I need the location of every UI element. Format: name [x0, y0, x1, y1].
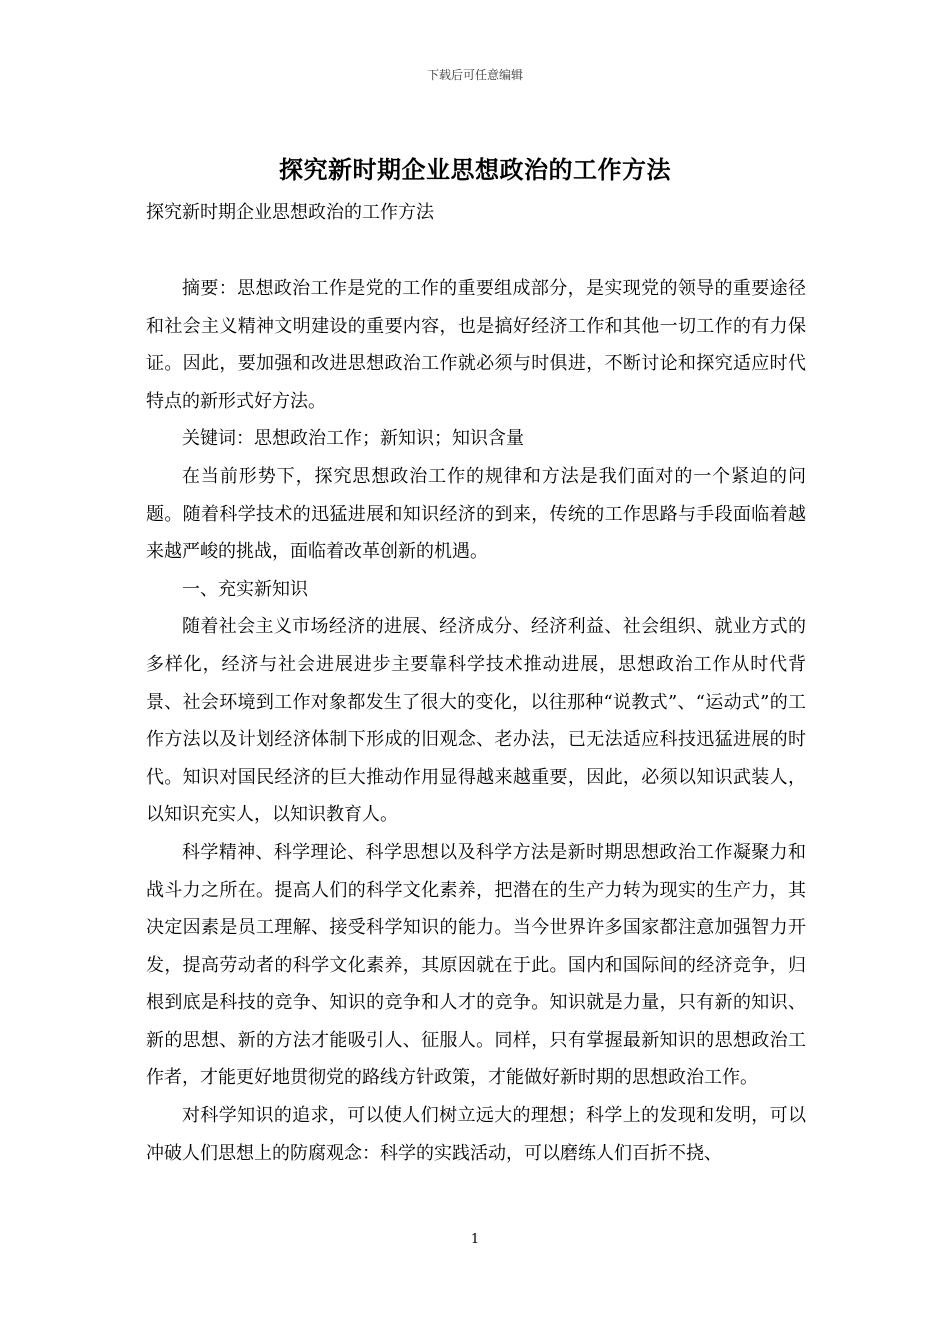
- body-paragraph: 随着社会主义市场经济的进展、经济成分、经济利益、社会组织、就业方式的多样化，经济与社会进展进步主要靠科学技术推动进展，思想政治工作从时代背景、社会环境到工作对象都发生了很大的变化，以往那种“说教式”、“运动式”的工作方法以及计划经济体制下形成的旧观念、老办法，已无法适应科技迅猛进展的时代。知识对国民经济的巨大推动作用显得越来越重要，因此，必须以知识武装人，以知识充实人，以知识教育人。: [146, 616, 806, 826]
- body-paragraph: 科学精神、科学理论、科学思想以及科学方法是新时期思想政治工作凝聚力和战斗力之所在。提高人们的科学文化素养，把潜在的生产力转为现实的生产力，其决定因素是员工理解、接受科学知识的能力。当今世界许多国家都注意加强智力开发，提高劳动者的科学文化素养，其原因就在于此。国内和国际间的经济竞争，归根到底是科技的竞争、知识的竞争和人才的竞争。知识就是力量，只有新的知识、新的思想、新的方法才能吸引人、征服人。同样，只有掌握最新知识的思想政治工作者，才能更好地贯彻党的路线方针政策，才能做好新时期的思想政治工作。: [146, 841, 806, 1089]
- page-header-note: 下载后可任意编辑: [426, 68, 523, 82]
- document-subtitle: 探究新时期企业思想政治的工作方法: [146, 202, 434, 223]
- page-number: 1: [470, 1232, 480, 1247]
- section-heading: 一、充实新知识: [182, 578, 308, 600]
- document-title: 探究新时期企业思想政治的工作方法: [279, 155, 671, 184]
- abstract-paragraph: 摘要：思想政治工作是党的工作的重要组成部分，是实现党的领导的重要途径和社会主义精神文明建设的重要内容，也是搞好经济工作和其他一切工作的有力保证。因此，要加强和改进思想政治工作就必须与时俱进，不断讨论和探究适应时代特点的新形式好方法。: [146, 278, 806, 412]
- keywords-paragraph: 关键词：思想政治工作；新知识；知识含量: [182, 428, 524, 450]
- document-body: [146, 270, 806, 1172]
- body-paragraph: 对科学知识的追求，可以使人们树立远大的理想；科学上的发现和发明，可以冲破人们思想上的防腐观念：科学的实践活动，可以磨练人们百折不挠、: [146, 1105, 806, 1164]
- intro-paragraph: 在当前形势下，探究思想政治工作的规律和方法是我们面对的一个紧迫的问题。随着科学技术的迅猛进展和知识经济的到来，传统的工作思路与手段面临着越来越严峻的挑战，面临着改革创新的机遇。: [146, 465, 806, 563]
